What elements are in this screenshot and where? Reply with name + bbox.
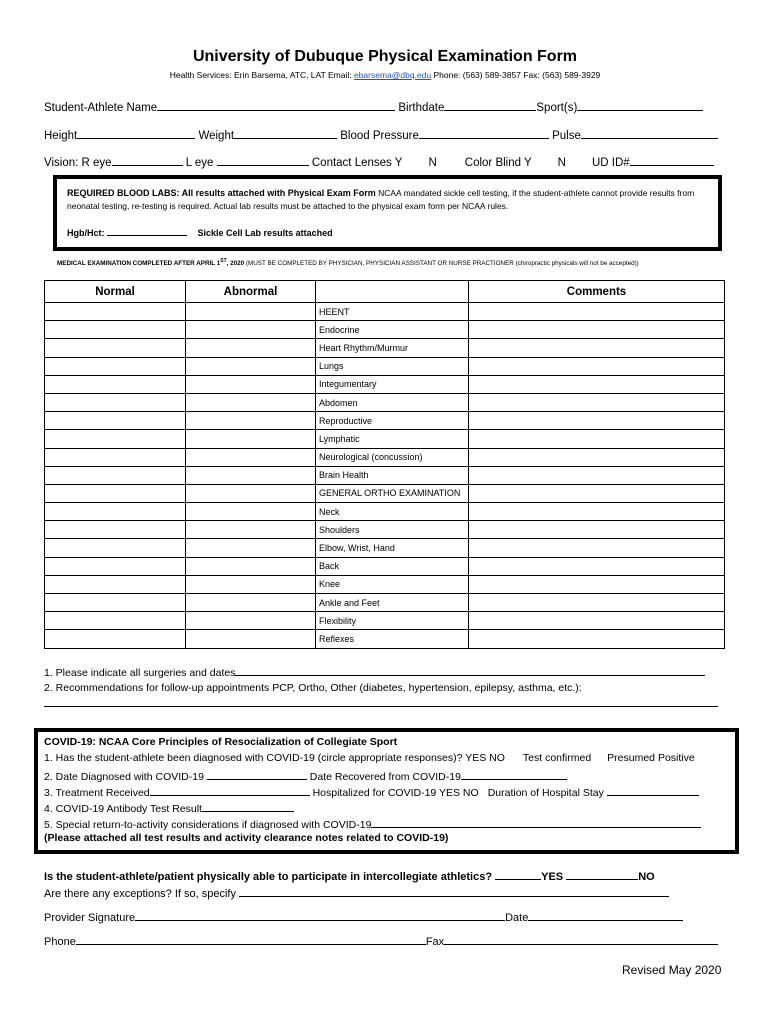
exam-row bbox=[45, 630, 725, 648]
presumed-positive-option[interactable]: Presumed Positive bbox=[607, 752, 695, 764]
abnormal-cell[interactable] bbox=[186, 375, 316, 393]
date-diagnosed-field[interactable] bbox=[207, 768, 307, 780]
student-athlete-name-field[interactable] bbox=[157, 99, 395, 111]
exam-table bbox=[44, 280, 725, 649]
sports-field[interactable] bbox=[577, 99, 703, 111]
signature-row bbox=[44, 909, 683, 924]
exceptions-row bbox=[44, 885, 669, 900]
normal-cell[interactable] bbox=[45, 448, 186, 466]
exam-row bbox=[45, 430, 725, 448]
exam-item-label: Endocrine bbox=[316, 321, 469, 339]
label-pulse: Pulse bbox=[552, 130, 581, 142]
exam-row bbox=[45, 521, 725, 539]
blood-labs-heading: REQUIRED BLOOD LABS: All results attached with Physical Exam Form bbox=[67, 188, 376, 198]
comments-cell[interactable] bbox=[469, 612, 725, 630]
covid-q3 bbox=[44, 784, 699, 799]
contacts-no[interactable]: N bbox=[428, 157, 437, 169]
label-surgeries: 1. Please indicate all surgeries and dates bbox=[44, 667, 236, 679]
exam-row bbox=[45, 503, 725, 521]
label-date: Date bbox=[505, 912, 529, 924]
exam-item-label: Abdomen bbox=[316, 393, 469, 411]
exam-item-label: Back bbox=[316, 557, 469, 575]
medical-exam-year: , 2020 bbox=[226, 260, 245, 268]
abnormal-cell[interactable] bbox=[186, 430, 316, 448]
exceptions-field[interactable] bbox=[239, 885, 669, 897]
comments-cell[interactable] bbox=[469, 412, 725, 430]
exam-row bbox=[45, 339, 725, 357]
abnormal-cell[interactable] bbox=[186, 339, 316, 357]
abnormal-cell[interactable] bbox=[186, 466, 316, 484]
blood-labs-fields bbox=[67, 226, 333, 238]
test-confirmed-option[interactable]: Test confirmed bbox=[522, 752, 592, 764]
medical-exam-note bbox=[57, 258, 639, 267]
exam-item-label: Flexibility bbox=[316, 612, 469, 630]
label-sickle-cell: Sickle Cell Lab results attached bbox=[197, 228, 333, 238]
covid-q1-label: 1. Has the student-athlete been diagnosed with COVID-19 (circle appropriate responses)? YES NO bbox=[44, 752, 505, 764]
hgb-hct-field[interactable] bbox=[107, 226, 187, 236]
label-exceptions: Are there any exceptions? If so, specify bbox=[44, 888, 236, 900]
exam-item-label: HEENT bbox=[316, 303, 469, 321]
blood-pressure-field[interactable] bbox=[419, 127, 549, 139]
covid-title: COVID-19: NCAA Core Principles of Resocialization of Collegiate Sport bbox=[44, 736, 398, 748]
exam-item-label: Heart Rhythm/Murmur bbox=[316, 339, 469, 357]
normal-cell[interactable] bbox=[45, 557, 186, 575]
covid-q3c-label: Duration of Hospital Stay bbox=[487, 787, 604, 799]
abnormal-cell[interactable] bbox=[186, 575, 316, 593]
comments-cell[interactable] bbox=[469, 630, 725, 648]
label-height: Height bbox=[44, 130, 78, 142]
exam-row bbox=[45, 594, 725, 612]
covid-q3b-label: Hospitalized for COVID-19 YES NO bbox=[312, 787, 479, 799]
clearance-no-label: NO bbox=[638, 871, 655, 883]
antibody-result-field[interactable] bbox=[202, 800, 294, 812]
abnormal-cell[interactable] bbox=[186, 594, 316, 612]
abnormal-cell[interactable] bbox=[186, 503, 316, 521]
exam-item-label: Lymphatic bbox=[316, 430, 469, 448]
label-ud-id: UD ID# bbox=[591, 157, 630, 169]
exam-item-label: Knee bbox=[316, 575, 469, 593]
exam-item-label: GENERAL ORTHO EXAMINATION bbox=[316, 484, 469, 502]
exam-item-label: Shoulders bbox=[316, 521, 469, 539]
normal-cell[interactable] bbox=[45, 484, 186, 502]
height-field[interactable] bbox=[77, 127, 195, 139]
comments-cell[interactable] bbox=[469, 448, 725, 466]
label-sports: Sport(s) bbox=[536, 102, 578, 114]
comments-cell[interactable] bbox=[469, 539, 725, 557]
normal-cell[interactable] bbox=[45, 630, 186, 648]
clearance-question-text: Is the student-athlete/patient physically able to participate in intercollegiate athletics? bbox=[44, 871, 493, 883]
recommendations-field[interactable] bbox=[44, 706, 718, 707]
comments-cell[interactable] bbox=[469, 557, 725, 575]
abnormal-cell[interactable] bbox=[186, 612, 316, 630]
phone-fax-row bbox=[44, 933, 718, 948]
normal-cell[interactable] bbox=[45, 575, 186, 593]
exam-item-label: Neurological (concussion) bbox=[316, 448, 469, 466]
weight-field[interactable] bbox=[234, 127, 337, 139]
revised-date: Revised May 2020 bbox=[622, 963, 722, 977]
abnormal-cell[interactable] bbox=[186, 539, 316, 557]
exam-item-label: Ankle and Feet bbox=[316, 594, 469, 612]
email-link[interactable]: ebarsema@dbq.edu bbox=[353, 70, 432, 80]
comments-cell[interactable] bbox=[469, 393, 725, 411]
ud-id-field[interactable] bbox=[630, 154, 714, 166]
label-birthdate: Birthdate bbox=[398, 102, 445, 114]
normal-cell[interactable] bbox=[45, 412, 186, 430]
normal-cell[interactable] bbox=[45, 303, 186, 321]
normal-cell[interactable] bbox=[45, 375, 186, 393]
exam-row bbox=[45, 357, 725, 375]
exam-item-label: Reflexes bbox=[316, 630, 469, 648]
exam-row bbox=[45, 321, 725, 339]
label-weight: Weight bbox=[198, 130, 235, 142]
label-phone: Phone bbox=[44, 936, 76, 948]
contact-suffix: Phone: (563) 589-3857 Fax: (563) 589-3929 bbox=[431, 70, 601, 80]
comments-cell[interactable] bbox=[469, 321, 725, 339]
normal-cell[interactable] bbox=[45, 466, 186, 484]
covid-q5 bbox=[44, 816, 701, 831]
medical-exam-sup: ST bbox=[220, 258, 227, 264]
colorblind-no[interactable]: N bbox=[557, 157, 566, 169]
header-comments: Comments bbox=[469, 281, 725, 303]
header-normal: Normal bbox=[45, 281, 186, 303]
covid-q1 bbox=[44, 752, 695, 764]
covid-q2b-label: Date Recovered from COVID-19 bbox=[309, 771, 461, 783]
row-name-birthdate-sport bbox=[44, 99, 703, 114]
exam-row bbox=[45, 393, 725, 411]
row-height-weight-bp-pulse bbox=[44, 127, 718, 142]
abnormal-cell[interactable] bbox=[186, 357, 316, 375]
abnormal-cell[interactable] bbox=[186, 303, 316, 321]
contact-info bbox=[0, 70, 770, 80]
exam-item-label: Elbow, Wrist, Hand bbox=[316, 539, 469, 557]
exam-row bbox=[45, 539, 725, 557]
normal-cell[interactable] bbox=[45, 594, 186, 612]
comments-cell[interactable] bbox=[469, 375, 725, 393]
normal-cell[interactable] bbox=[45, 339, 186, 357]
covid-q2-label: 2. Date Diagnosed with COVID-19 bbox=[44, 771, 204, 783]
abnormal-cell[interactable] bbox=[186, 412, 316, 430]
covid-box bbox=[34, 728, 739, 854]
exam-row bbox=[45, 466, 725, 484]
question-surgeries bbox=[44, 664, 705, 679]
provider-signature-field[interactable] bbox=[135, 909, 505, 921]
exam-item-label: Neck bbox=[316, 503, 469, 521]
exam-item-label: Brain Health bbox=[316, 466, 469, 484]
normal-cell[interactable] bbox=[45, 430, 186, 448]
label-l-eye: L eye bbox=[185, 157, 214, 169]
comments-cell[interactable] bbox=[469, 484, 725, 502]
blood-labs-box bbox=[53, 175, 722, 251]
normal-cell[interactable] bbox=[45, 503, 186, 521]
exam-row bbox=[45, 375, 725, 393]
abnormal-cell[interactable] bbox=[186, 557, 316, 575]
row-vision bbox=[44, 154, 714, 169]
exam-row bbox=[45, 484, 725, 502]
label-blood-pressure: Blood Pressure bbox=[340, 130, 419, 142]
clearance-yes-field[interactable] bbox=[495, 868, 541, 880]
comments-cell[interactable] bbox=[469, 503, 725, 521]
label-hgb-hct: Hgb/Hct: bbox=[67, 228, 105, 238]
header-abnormal: Abnormal bbox=[186, 281, 316, 303]
r-eye-field[interactable] bbox=[112, 154, 183, 166]
blood-labs-text bbox=[67, 187, 707, 213]
date-recovered-field[interactable] bbox=[461, 768, 567, 780]
label-contact-lenses: Contact Lenses Y bbox=[311, 157, 403, 169]
birthdate-field[interactable] bbox=[444, 99, 536, 111]
exam-row bbox=[45, 303, 725, 321]
medical-exam-requirement: (MUST BE COMPLETED BY PHYSICIAN, PHYSICIAN ASSISTANT OR NURSE PRACTIONER (chiropractic physicals will not be accepted)) bbox=[244, 260, 639, 268]
normal-cell[interactable] bbox=[45, 539, 186, 557]
normal-cell[interactable] bbox=[45, 393, 186, 411]
comments-cell[interactable] bbox=[469, 357, 725, 375]
normal-cell[interactable] bbox=[45, 321, 186, 339]
l-eye-field[interactable] bbox=[217, 154, 309, 166]
fax-field[interactable] bbox=[444, 933, 718, 945]
abnormal-cell[interactable] bbox=[186, 630, 316, 648]
label-student-athlete-name: Student-Athlete Name bbox=[44, 102, 158, 114]
abnormal-cell[interactable] bbox=[186, 448, 316, 466]
exam-table-header bbox=[45, 281, 725, 303]
normal-cell[interactable] bbox=[45, 357, 186, 375]
comments-cell[interactable] bbox=[469, 339, 725, 357]
normal-cell[interactable] bbox=[45, 612, 186, 630]
covid-note: (Please attached all test results and activity clearance notes related to COVID-19) bbox=[44, 832, 449, 844]
abnormal-cell[interactable] bbox=[186, 393, 316, 411]
form-title: University of Dubuque Physical Examination Form bbox=[192, 48, 578, 65]
label-vision-r-eye: Vision: R eye bbox=[44, 157, 112, 169]
comments-cell[interactable] bbox=[469, 430, 725, 448]
comments-cell[interactable] bbox=[469, 575, 725, 593]
header-item bbox=[316, 281, 469, 303]
exam-row bbox=[45, 448, 725, 466]
contact-prefix: Health Services: Erin Barsema, ATC, LAT Email: bbox=[169, 70, 354, 80]
exam-row bbox=[45, 412, 725, 430]
covid-q2 bbox=[44, 768, 567, 783]
covid-q4-label: 4. COVID-19 Antibody Test Result bbox=[44, 803, 202, 815]
clearance-no-field[interactable] bbox=[566, 868, 638, 880]
date-field[interactable] bbox=[528, 909, 683, 921]
exam-item-label: Integumentary bbox=[316, 375, 469, 393]
label-provider-signature: Provider Signature bbox=[44, 912, 136, 924]
return-considerations-field[interactable] bbox=[371, 816, 701, 828]
label-fax: Fax bbox=[425, 936, 445, 948]
pulse-field[interactable] bbox=[581, 127, 718, 139]
question-recommendations: 2. Recommendations for follow-up appointments PCP, Ortho, Other (diabetes, hypertension, epilepsy, asthma, etc.): bbox=[44, 682, 582, 694]
treatment-field[interactable] bbox=[150, 784, 310, 796]
abnormal-cell[interactable] bbox=[186, 484, 316, 502]
normal-cell[interactable] bbox=[45, 521, 186, 539]
clearance-yes-label: YES bbox=[541, 871, 564, 883]
covid-q3-label: 3. Treatment Received bbox=[44, 787, 150, 799]
comments-cell[interactable] bbox=[469, 466, 725, 484]
exam-item-label: Reproductive bbox=[316, 412, 469, 430]
blood-labs-body: NCAA mandated sickle cell testing, if the student-athlete cannot provide results from neonatal testing, re-testing is required. Actual lab results must be attached to the physical exam form per NCAA rules. bbox=[67, 188, 695, 211]
covid-q5-label: 5. Special return-to-activity considerations if diagnosed with COVID-19 bbox=[44, 819, 372, 831]
comments-cell[interactable] bbox=[469, 521, 725, 539]
label-color-blind: Color Blind Y bbox=[464, 157, 532, 169]
phone-field[interactable] bbox=[76, 933, 426, 945]
exam-item-label: Lungs bbox=[316, 357, 469, 375]
exam-row bbox=[45, 557, 725, 575]
exam-row bbox=[45, 575, 725, 593]
surgeries-field[interactable] bbox=[235, 664, 705, 676]
clearance-question bbox=[44, 868, 655, 883]
abnormal-cell[interactable] bbox=[186, 521, 316, 539]
exam-row bbox=[45, 612, 725, 630]
hospital-stay-field[interactable] bbox=[607, 784, 699, 796]
comments-cell[interactable] bbox=[469, 303, 725, 321]
comments-cell[interactable] bbox=[469, 594, 725, 612]
abnormal-cell[interactable] bbox=[186, 321, 316, 339]
medical-exam-date-label: MEDICAL EXAMINATION COMPLETED AFTER APRIL 1 bbox=[57, 260, 221, 268]
covid-q4 bbox=[44, 800, 294, 815]
